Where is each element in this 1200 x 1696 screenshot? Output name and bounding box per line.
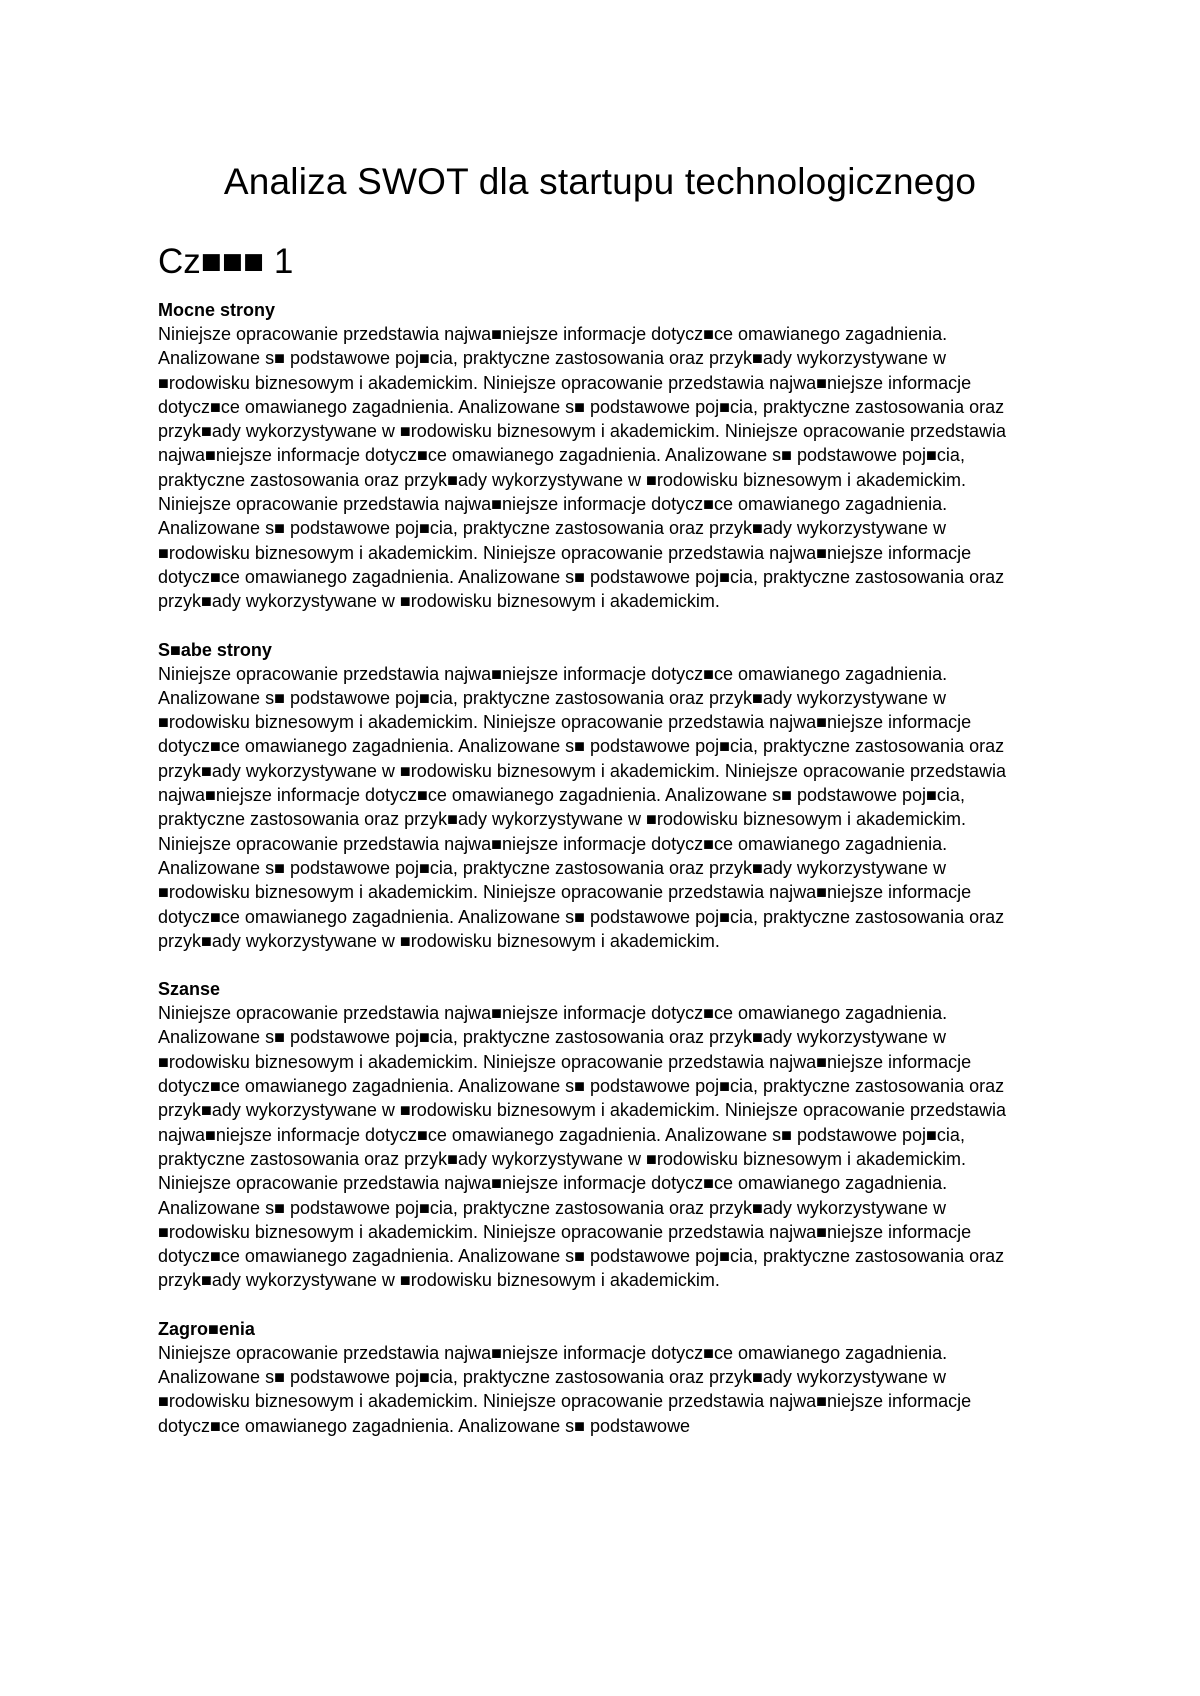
subsection-paragraph: Niniejsze opracowanie przedstawia najwa■niejsze informacje dotycz■ce omawianego zagadnienia. Analizowane s■ podstawowe poj■cia, praktyczne zastosowania oraz przyk■ady wykorzystywane w ■rodowisku biznesowym i akademickim. Niniejsze opracowanie przedstawia najwa■niejsze informacje dotycz■ce omawianego zagadnienia. Analizowane s■ podstawowe poj■cia, praktyczne zastosowania oraz przyk■ady wykorzystywane w ■rodowisku biznesowym i akademickim. Niniejsze opracowanie przedstawia najwa■niejsze informacje dotycz■ce omawianego zagadnienia. Analizowane s■ podstawowe poj■cia, praktyczne zastosowania oraz przyk■ady wykorzystywane w ■rodowisku biznesowym i akademickim. Niniejsze opracowanie przedstawia najwa■niejsze informacje dotycz■ce omawianego zagadnienia. Analizowane s■ podstawowe poj■cia, praktyczne zastosowania oraz przyk■ady wykorzystywane w ■rodowisku biznesowym i akademickim. Niniejsze opracowanie przedstawia najwa■niejsze informacje dotycz■ce omawianego zagadnienia. Analizowane s■ podstawowe poj■cia, praktyczne zastosowania oraz przyk■ady wykorzystywane w ■rodowisku biznesowym i akademickim.: [158, 324, 1007, 612]
subsection-heading: S■abe strony: [158, 639, 272, 660]
section-heading: Cz■■■ 1: [158, 242, 294, 281]
document-content: [158, 298, 1038, 1462]
subsection-strengths: [158, 298, 1038, 614]
subsection-threats: [158, 1317, 1038, 1438]
subsection-paragraph: Niniejsze opracowanie przedstawia najwa■niejsze informacje dotycz■ce omawianego zagadnienia. Analizowane s■ podstawowe poj■cia, praktyczne zastosowania oraz przyk■ady wykorzystywane w ■rodowisku biznesowym i akademickim. Niniejsze opracowanie przedstawia najwa■niejsze informacje dotycz■ce omawianego zagadnienia. Analizowane s■ podstawowe: [158, 1342, 972, 1436]
subsection-heading: Szanse: [158, 979, 221, 1000]
subsection-paragraph: Niniejsze opracowanie przedstawia najwa■niejsze informacje dotycz■ce omawianego zagadnienia. Analizowane s■ podstawowe poj■cia, praktyczne zastosowania oraz przyk■ady wykorzystywane w ■rodowisku biznesowym i akademickim. Niniejsze opracowanie przedstawia najwa■niejsze informacje dotycz■ce omawianego zagadnienia. Analizowane s■ podstawowe poj■cia, praktyczne zastosowania oraz przyk■ady wykorzystywane w ■rodowisku biznesowym i akademickim. Niniejsze opracowanie przedstawia najwa■niejsze informacje dotycz■ce omawianego zagadnienia. Analizowane s■ podstawowe poj■cia, praktyczne zastosowania oraz przyk■ady wykorzystywane w ■rodowisku biznesowym i akademickim. Niniejsze opracowanie przedstawia najwa■niejsze informacje dotycz■ce omawianego zagadnienia. Analizowane s■ podstawowe poj■cia, praktyczne zastosowania oraz przyk■ady wykorzystywane w ■rodowisku biznesowym i akademickim. Niniejsze opracowanie przedstawia najwa■niejsze informacje dotycz■ce omawianego zagadnienia. Analizowane s■ podstawowe poj■cia, praktyczne zastosowania oraz przyk■ady wykorzystywane w ■rodowisku biznesowym i akademickim.: [158, 663, 1007, 951]
subsection-heading: Zagro■enia: [158, 1318, 255, 1339]
subsection-heading: Mocne strony: [158, 300, 276, 320]
subsection-opportunities: [158, 977, 1038, 1293]
subsection-weaknesses: [158, 638, 1038, 954]
subsection-paragraph: Niniejsze opracowanie przedstawia najwa■niejsze informacje dotycz■ce omawianego zagadnienia. Analizowane s■ podstawowe poj■cia, praktyczne zastosowania oraz przyk■ady wykorzystywane w ■rodowisku biznesowym i akademickim. Niniejsze opracowanie przedstawia najwa■niejsze informacje dotycz■ce omawianego zagadnienia. Analizowane s■ podstawowe poj■cia, praktyczne zastosowania oraz przyk■ady wykorzystywane w ■rodowisku biznesowym i akademickim. Niniejsze opracowanie przedstawia najwa■niejsze informacje dotycz■ce omawianego zagadnienia. Analizowane s■ podstawowe poj■cia, praktyczne zastosowania oraz przyk■ady wykorzystywane w ■rodowisku biznesowym i akademickim. Niniejsze opracowanie przedstawia najwa■niejsze informacje dotycz■ce omawianego zagadnienia. Analizowane s■ podstawowe poj■cia, praktyczne zastosowania oraz przyk■ady wykorzystywane w ■rodowisku biznesowym i akademickim. Niniejsze opracowanie przedstawia najwa■niejsze informacje dotycz■ce omawianego zagadnienia. Analizowane s■ podstawowe poj■cia, praktyczne zastosowania oraz przyk■ady wykorzystywane w ■rodowisku biznesowym i akademickim.: [158, 1003, 1007, 1291]
document-title: Analiza SWOT dla startupu technologicznego: [223, 161, 977, 202]
